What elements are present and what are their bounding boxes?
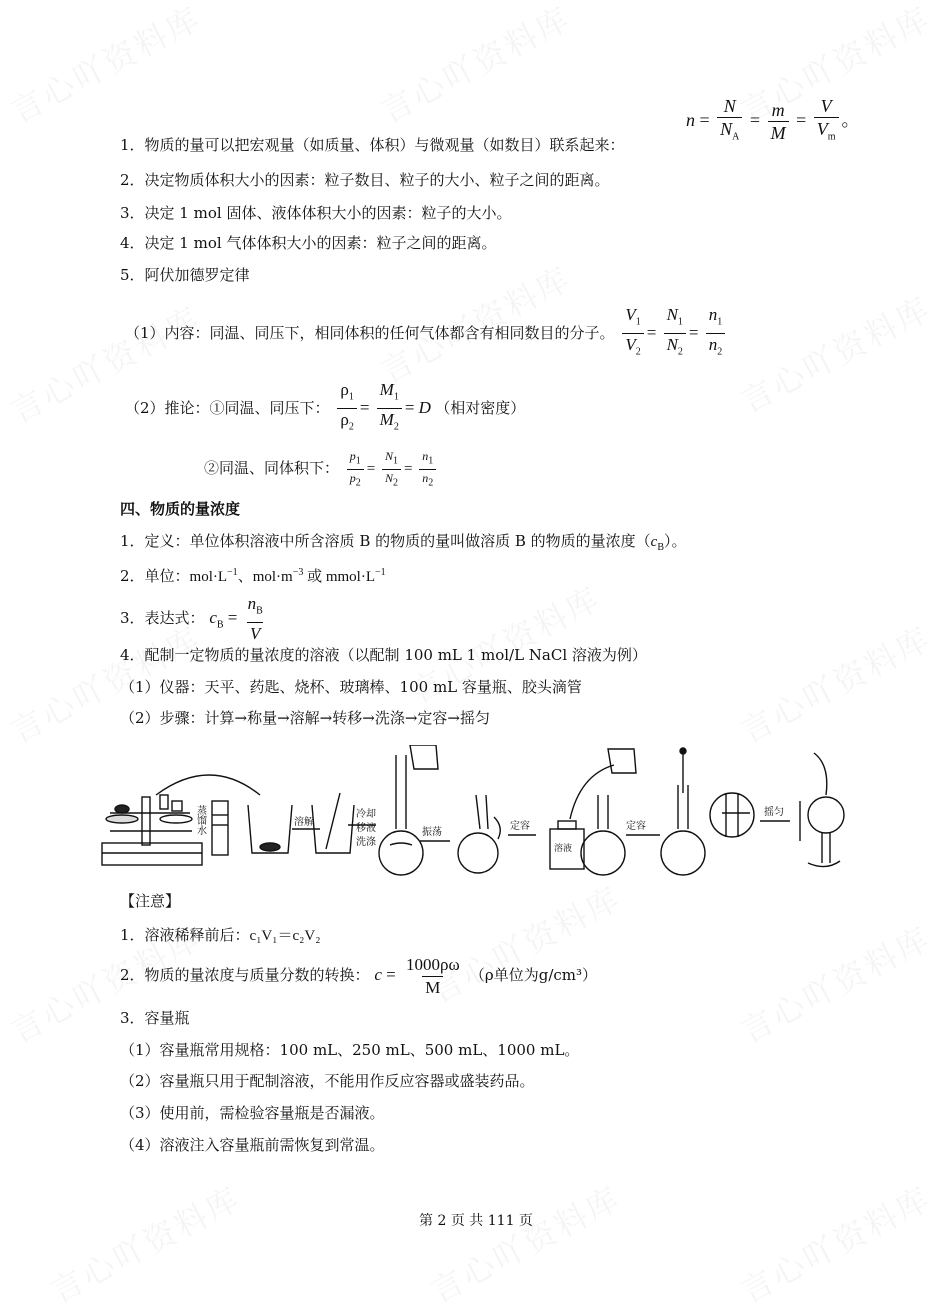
- law-text: （2）推论：①同温、同压下：: [125, 398, 330, 417]
- fraction-denominator: V: [625, 335, 636, 355]
- concentration-definition: [120, 530, 687, 559]
- subscript: 1: [355, 455, 361, 467]
- subscript: 1: [677, 316, 683, 328]
- avogadro-inference-2: [204, 448, 439, 490]
- fraction-numerator: N: [666, 305, 678, 324]
- watermark-text: [731, 613, 938, 752]
- formula-symbol: D: [418, 397, 431, 417]
- volumetric-flask-icon: [581, 749, 636, 875]
- law-text: （1）内容：同温、同压下，相同体积的任何气体都含有相同数目的分子。: [125, 323, 615, 342]
- law-formula: $\frac{V_1}{V_2}$ = $\frac{N_1}{N_2}$ = $\frac{n_1}{n_2}$: [619, 323, 728, 342]
- subscript: 2: [348, 421, 354, 433]
- note-title: 【注意】: [120, 892, 181, 910]
- transfer-label: 移液: [356, 823, 376, 834]
- item-2: 2．决定物质体积大小的因素：粒子数目、粒子的大小、粒子之间的距离。: [120, 171, 610, 189]
- note-label: 2．物质的量浓度与质量分数的转换：: [120, 966, 370, 984]
- preparation-title: 4．配制一定物质的量浓度的溶液（以配制 100 mL 1 mol/L NaCl 溶液为例）: [120, 646, 647, 664]
- fraction-numerator: N: [385, 448, 394, 463]
- fraction-numerator: p: [349, 448, 356, 463]
- fraction-numerator: ρ: [340, 380, 349, 399]
- conversion-formula: c = $\frac{1000\rho\omega}{M}$: [374, 965, 470, 984]
- fraction-numerator: n: [708, 305, 718, 324]
- steps: （2）步骤：计算→称量→溶解→转移→洗涤→定容→摇匀: [120, 709, 490, 727]
- dissolve-label: 溶解: [294, 817, 314, 828]
- fraction-denominator: N: [385, 471, 394, 486]
- expression-formula: $c_B$ = $\frac{n_B}{V}$: [209, 594, 263, 644]
- subscript: 2: [355, 477, 361, 489]
- balance-icon: [102, 795, 202, 865]
- fraction-numerator: 1000ρω: [405, 954, 460, 974]
- subscript: 2: [635, 346, 641, 358]
- wash-label: 洗涤: [356, 837, 376, 848]
- fraction-denominator: p: [349, 471, 356, 486]
- subscript: 1: [717, 316, 723, 328]
- note-3-1: （1）容量瓶常用规格：100 mL、250 mL、500 mL、1000 mL。: [120, 1041, 580, 1059]
- formula-symbol: c: [209, 608, 217, 628]
- unit-label: 2．单位：: [120, 567, 190, 585]
- inverted-flask-icon: [808, 753, 844, 867]
- fraction-numerator: m: [771, 100, 785, 121]
- avogadro-law-content: [125, 305, 728, 363]
- note-3-4: （4）溶液注入容量瓶前需恢复到常温。: [120, 1136, 385, 1154]
- fix-label-2: 定容: [626, 821, 646, 832]
- distilled-water-stream: [156, 775, 260, 795]
- fraction-denominator: M: [379, 410, 394, 430]
- molar-formula: n = $\frac{N}{N_A}$ = $\frac{m}{M}$ = $\frac{V}{V_m}$ 。: [686, 96, 860, 148]
- fraction-denominator: N: [720, 119, 733, 139]
- fraction-denominator: n: [708, 335, 718, 355]
- law-text: ②同温、同体积下：: [204, 459, 340, 477]
- note-3-2: （2）容量瓶只用于配制溶液，不能用作反应容器或盛装药品。: [120, 1072, 535, 1090]
- subscript: B: [657, 542, 665, 553]
- item-1: 1．物质的量可以把宏观量（如质量、体积）与微观量（如数目）联系起来：: [120, 136, 625, 154]
- fraction-denominator: M: [768, 121, 789, 143]
- law-formula: $\frac{p_1}{p_2}$ = $\frac{N_1}{N_2}$ = $\frac{n_1}{n_2}$: [344, 461, 439, 477]
- law-formula: $\frac{\rho_1}{\rho_2}$ = $\frac{M_1}{M_2}$ = D: [334, 398, 435, 417]
- fraction-denominator: ρ: [340, 410, 349, 430]
- fraction-denominator: n: [422, 471, 429, 486]
- watermark-text: [371, 0, 578, 133]
- subscript: m: [827, 131, 836, 143]
- note-label: 1．溶液稀释前后：: [120, 926, 250, 944]
- fraction-denominator: N: [666, 335, 678, 355]
- definition-text: 1．定义：单位体积溶液中所含溶质 B 的物质的量叫做溶质 B 的物质的量浓度（: [120, 532, 651, 550]
- period: 。: [841, 109, 860, 130]
- avogadro-inference-1: [125, 380, 525, 438]
- fraction-numerator: n: [247, 594, 257, 613]
- formula-symbol: c: [374, 965, 382, 984]
- mix-label: 摇匀: [764, 807, 784, 818]
- subscript: 2: [393, 477, 399, 489]
- note-text: （相对密度）: [435, 398, 526, 417]
- solid-icon: [260, 843, 280, 851]
- unit-text: mol·L: [189, 569, 228, 585]
- volumetric-flask-icon: [661, 748, 705, 875]
- note-2: [120, 950, 597, 1000]
- distilled-water-label: 蒸馏水: [194, 805, 206, 835]
- watermark-text: [731, 913, 938, 1052]
- shake-label: 振荡: [422, 827, 442, 838]
- watermark-text: [731, 283, 938, 422]
- instruments: （1）仪器：天平、药匙、烧杯、玻璃棒、100 mL 容量瓶、胶头滴管: [120, 678, 582, 696]
- unit-text: 或 mmol·L: [303, 569, 375, 585]
- watermark-text: [1, 0, 208, 133]
- concentration-expression: [120, 594, 269, 647]
- fraction-numerator: V: [625, 305, 636, 324]
- note-1: [120, 924, 320, 947]
- subscript: B: [216, 619, 224, 631]
- fraction-denominator: V: [816, 119, 828, 139]
- subscript: 2: [428, 477, 434, 489]
- fraction-denominator: M: [422, 976, 443, 998]
- graduated-cylinder-icon: [212, 801, 228, 855]
- subscript: 1: [635, 316, 641, 328]
- subscript: 1: [393, 391, 399, 403]
- definition-end: ）。: [664, 532, 687, 550]
- formula-symbol: c: [650, 534, 658, 550]
- page-footer: 第 2 页 共 111 页: [419, 1213, 533, 1229]
- cool-label: 冷却: [356, 809, 376, 820]
- note-3: 3．容量瓶: [120, 1009, 190, 1027]
- subscript: 1: [348, 391, 354, 403]
- fraction-numerator: N: [723, 96, 736, 116]
- glass-rod-icon: [326, 793, 340, 849]
- magnified-meniscus-icon: [710, 793, 754, 837]
- unit-note: （ρ单位为g/cm³）: [469, 966, 598, 984]
- superscript: −1: [227, 567, 238, 578]
- concentration-unit: [120, 562, 386, 588]
- formula-symbol: n: [686, 109, 695, 130]
- note-3-3: （3）使用前，需检验容量瓶是否漏液。: [120, 1104, 385, 1122]
- subscript: 2: [393, 421, 399, 433]
- section-title: 四、物质的量浓度: [120, 500, 241, 518]
- subscript: 2: [677, 346, 683, 358]
- fix-label-1: 定容: [510, 821, 530, 832]
- expression-label: 3．表达式：: [120, 609, 205, 628]
- reagent-bottle-icon: [550, 821, 584, 869]
- item-4: 4．决定 1 mol 气体体积大小的因素：粒子之间的距离。: [120, 234, 497, 252]
- item-3: 3．决定 1 mol 固体、液体体积大小的因素：粒子的大小。: [120, 204, 512, 222]
- volumetric-flask-icon: [379, 745, 438, 875]
- preparation-diagram: [100, 745, 860, 881]
- dilution-formula: c₁V₁＝c₂V₂: [249, 928, 321, 944]
- fraction-numerator: M: [379, 380, 394, 399]
- subscript: 2: [717, 346, 723, 358]
- volumetric-flask-icon: [458, 795, 500, 873]
- subscript: 1: [393, 455, 399, 467]
- subscript: A: [732, 131, 740, 143]
- fraction-denominator: V: [247, 622, 263, 644]
- fraction-numerator: V: [820, 96, 832, 116]
- superscript: −1: [375, 567, 386, 578]
- subscript: B: [256, 605, 263, 617]
- bottle-label: 溶液: [554, 844, 573, 854]
- superscript: −3: [292, 567, 304, 578]
- unit-text: 、mol·m: [237, 569, 293, 585]
- fraction-numerator: n: [422, 448, 429, 463]
- item-5: 5．阿伏加德罗定律: [120, 266, 250, 284]
- subscript: 1: [428, 455, 434, 467]
